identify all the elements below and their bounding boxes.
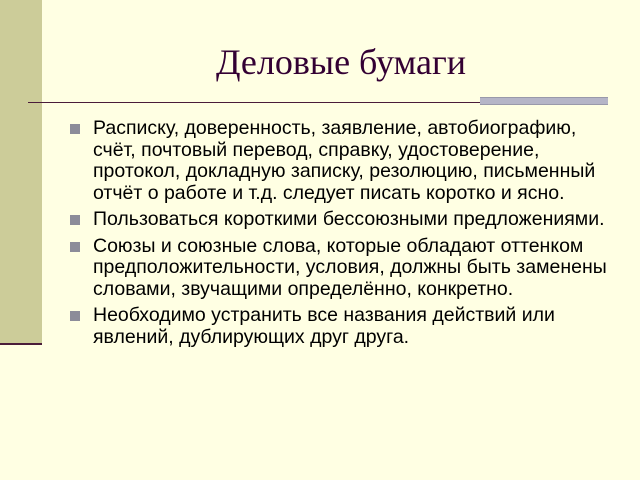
bullet-item	[68, 118, 608, 204]
square-bullet-icon	[70, 242, 80, 252]
left-decorative-band	[0, 0, 42, 343]
bullet-item	[68, 236, 608, 301]
square-bullet-icon	[70, 311, 80, 321]
bullet-item	[68, 305, 608, 348]
square-bullet-icon	[70, 124, 80, 134]
slide-title: Деловые бумаги	[215, 42, 467, 82]
square-bullet-icon	[70, 215, 80, 225]
bullet-text: Необходимо устранить все названия действий или явлений, дублирующих друг друга.	[93, 304, 555, 348]
bullet-item	[68, 209, 608, 231]
left-band-divider	[0, 343, 42, 345]
bullet-text: Союзы и союзные слова, которые обладают оттенком предположительности, условия, должны быть заменены словами, звучащими определённо, конкретно.	[93, 234, 607, 300]
title-divider-accent-bar	[480, 97, 608, 105]
bullet-list	[68, 118, 608, 353]
bullet-text: Пользоваться короткими бессоюзными предложениями.	[93, 208, 605, 230]
bullet-text: Расписку, доверенность, заявление, автобиографию, счёт, почтовый перевод, справку, удостоверение, протокол, докладную записку, резолюцию, письменный отчёт о работе и т.д. следует писать коротко и ясно.	[93, 117, 596, 204]
